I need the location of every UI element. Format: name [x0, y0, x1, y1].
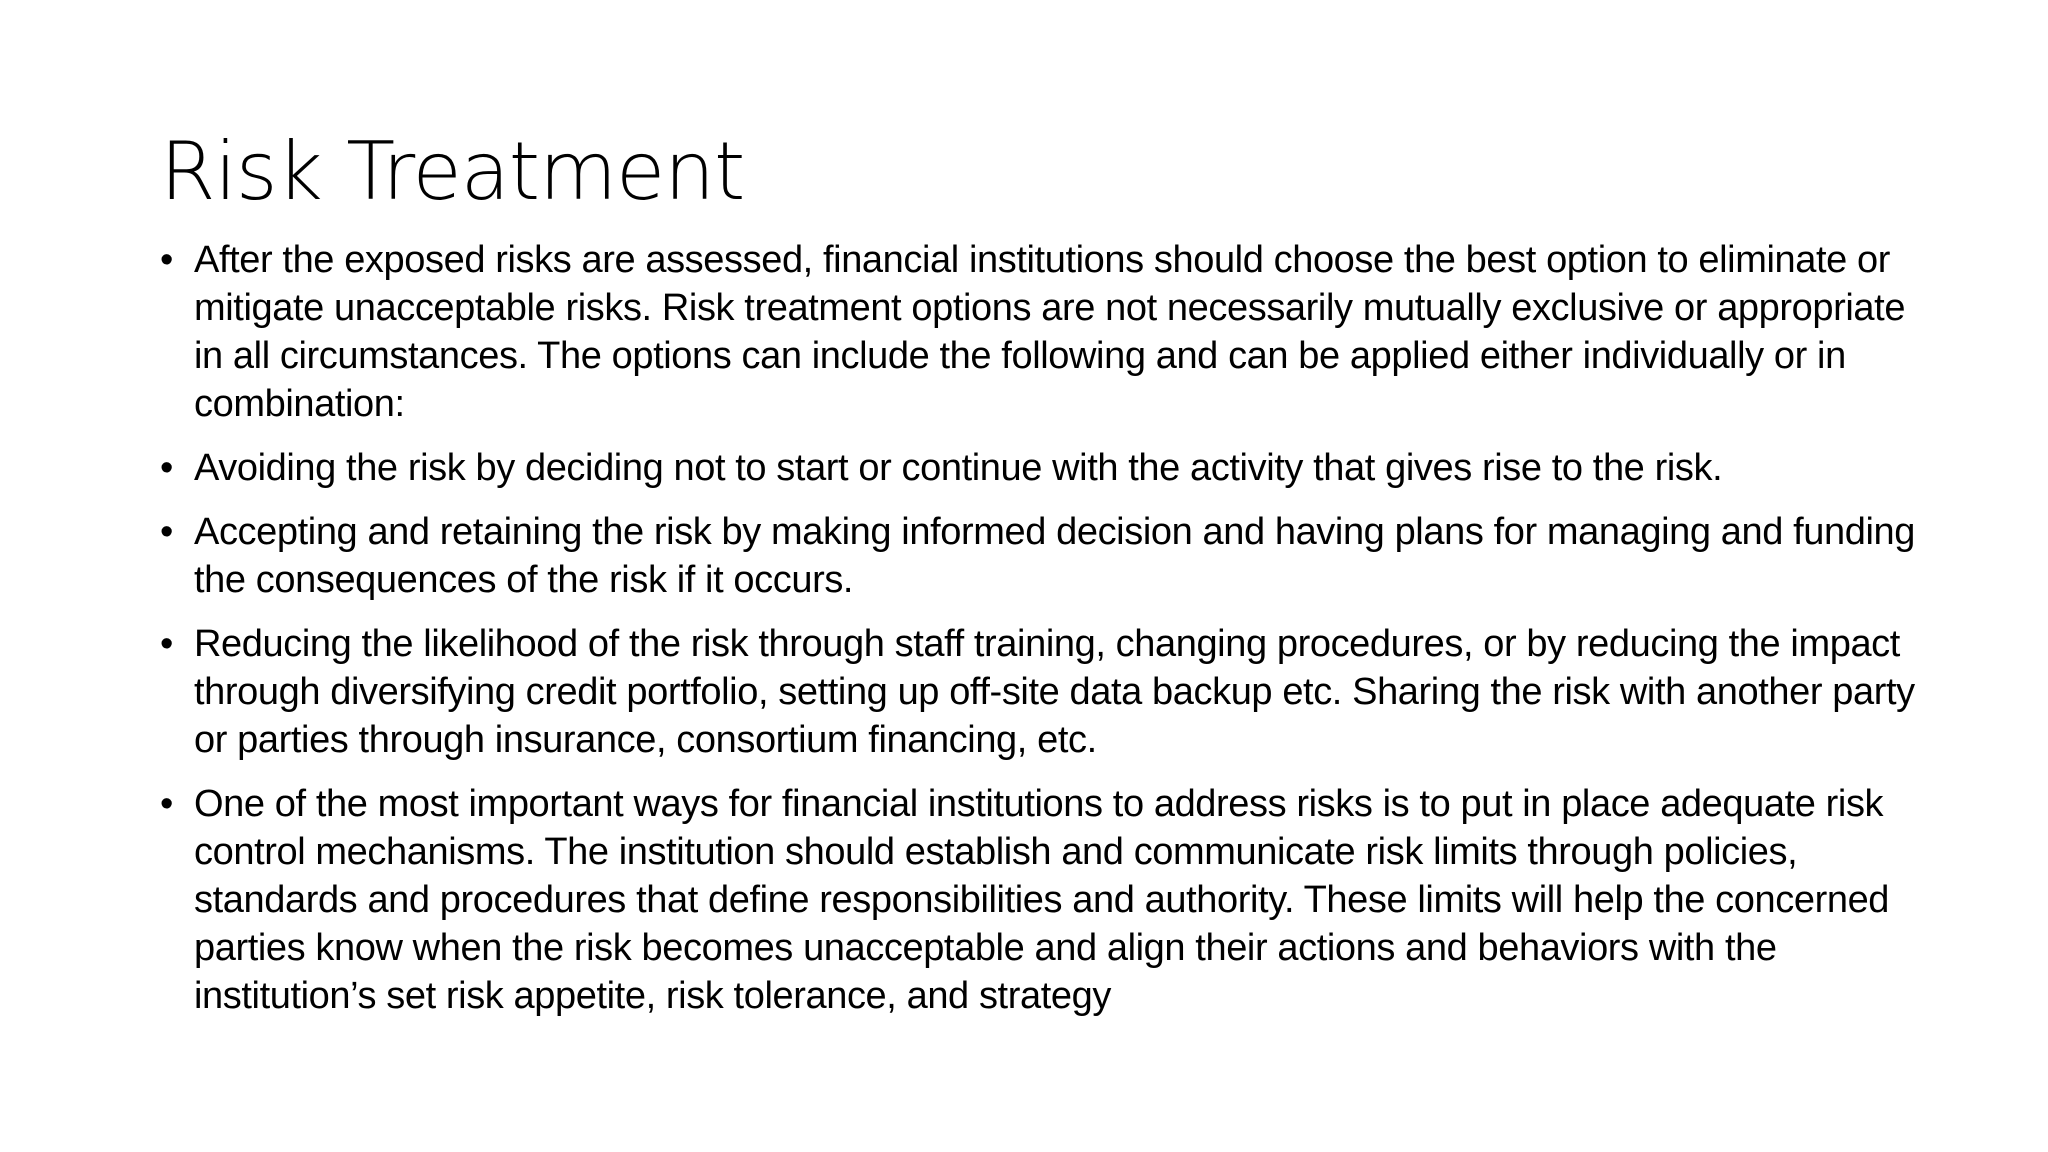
bullet-item	[160, 444, 1920, 492]
bullet-item	[160, 508, 1920, 604]
bullet-text: After the exposed risks are assessed, financial institutions should choose the best option to eliminate or mitigate unacceptable risks. Risk treatment options are not necessarily mutually exclusive or appropriate in all circumstances. The options can include the following and can be applied either individually or in combination:	[194, 239, 1906, 425]
bullet-icon: •	[160, 447, 173, 489]
slide-title: Risk Treatment	[160, 125, 745, 218]
bullet-icon: •	[160, 623, 173, 665]
bullet-list	[160, 236, 1920, 1036]
bullet-text: Avoiding the risk by deciding not to start or continue with the activity that gives rise to the risk.	[194, 447, 1723, 489]
bullet-item	[160, 236, 1920, 428]
bullet-text: Accepting and retaining the risk by making informed decision and having plans for managing and funding the consequences of the risk if it occurs.	[194, 511, 1915, 601]
bullet-icon: •	[160, 239, 173, 281]
bullet-text: One of the most important ways for financial institutions to address risks is to put in place adequate risk control mechanisms. The institution should establish and communicate risk limits through policies, standards and procedures that define responsibilities and authority. These limits will help the concerned parties know when the risk becomes unacceptable and align their actions and behaviors with the institution’s set risk appetite, risk tolerance, and strategy	[194, 783, 1890, 1017]
bullet-item	[160, 780, 1920, 1020]
bullet-icon: •	[160, 511, 173, 553]
bullet-text: Reducing the likelihood of the risk through staff training, changing procedures, or by reducing the impact through diversifying credit portfolio, setting up off-site data backup etc. Sharing the risk with another party or parties through insurance, consortium financing, etc.	[194, 623, 1915, 761]
bullet-item	[160, 620, 1920, 764]
bullet-icon: •	[160, 783, 173, 825]
